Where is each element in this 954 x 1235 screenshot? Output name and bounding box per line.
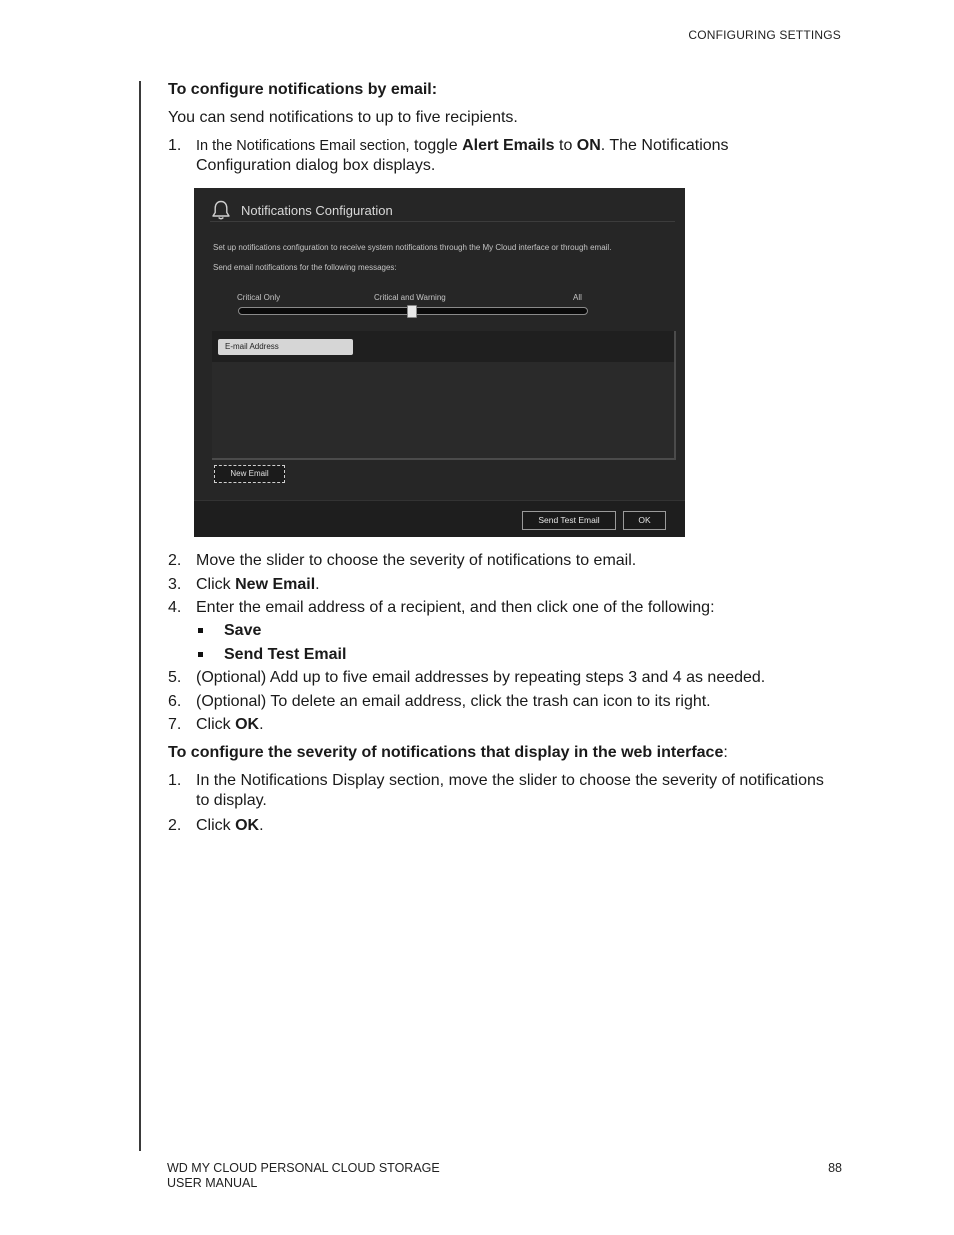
bullet-marker — [198, 652, 203, 657]
bullet-send-test-email: Send Test Email — [168, 645, 346, 665]
display-step-1: 1. In the Notifications Display section, move the slider to choose the severity of notifications to display. — [168, 772, 824, 809]
new-email-button[interactable]: New Email — [214, 465, 285, 483]
dialog-title-divider — [210, 221, 675, 222]
page-footer — [167, 1161, 440, 1191]
footer-product: WD MY CLOUD PERSONAL CLOUD STORAGE — [167, 1161, 440, 1175]
notifications-configuration-dialog — [194, 188, 685, 537]
email-list — [212, 331, 676, 460]
display-section-heading: To configure the severity of notifications that display in the web interface: — [168, 744, 728, 761]
step-1: 1. In the Notifications Email section, toggle Alert Emails to ON. The Notifications Configuration dialog box displays. — [168, 137, 729, 174]
slider-label-critical-only: Critical Only — [237, 293, 281, 302]
side-rule — [139, 81, 141, 1151]
bell-icon — [210, 199, 232, 221]
severity-slider-thumb[interactable] — [407, 305, 417, 318]
bullet-marker — [198, 628, 203, 633]
step-6: 6. (Optional) To delete an email address, click the trash can icon to its right. — [168, 693, 711, 710]
dialog-title: Notifications Configuration — [241, 202, 393, 218]
step-3: 3. Click New Email. — [168, 576, 320, 593]
send-email-label: Send email notifications for the following messages: — [213, 263, 397, 272]
slider-label-critical-warning: Critical and Warning — [374, 293, 446, 302]
dialog-description: Set up notifications configuration to receive system notifications through the My Cloud interface or through email. — [213, 243, 612, 252]
step-2: 2. Move the slider to choose the severity of notifications to email. — [168, 552, 637, 569]
step-5: 5. (Optional) Add up to five email addresses by repeating steps 3 and 4 as needed. — [168, 669, 766, 686]
email-list-header — [212, 331, 674, 362]
running-header: CONFIGURING SETTINGS — [688, 28, 841, 42]
footer-manual: USER MANUAL — [167, 1176, 258, 1190]
page-number: 88 — [828, 1161, 842, 1175]
bullet-save: Save — [168, 621, 261, 641]
step-7: 7. Click OK. — [168, 716, 264, 733]
intro-text: You can send notifications to up to five recipients. — [168, 109, 518, 126]
send-test-email-button[interactable]: Send Test Email — [522, 511, 616, 530]
ok-button[interactable]: OK — [623, 511, 666, 530]
step-4: 4. Enter the email address of a recipient, and then click one of the following: — [168, 599, 715, 616]
slider-label-all: All — [573, 293, 582, 302]
dialog-title-row — [210, 199, 393, 221]
display-step-2: 2. Click OK. — [168, 817, 264, 834]
email-address-column-header: E-mail Address — [218, 339, 353, 355]
email-section-heading: To configure notifications by email: — [168, 81, 438, 98]
